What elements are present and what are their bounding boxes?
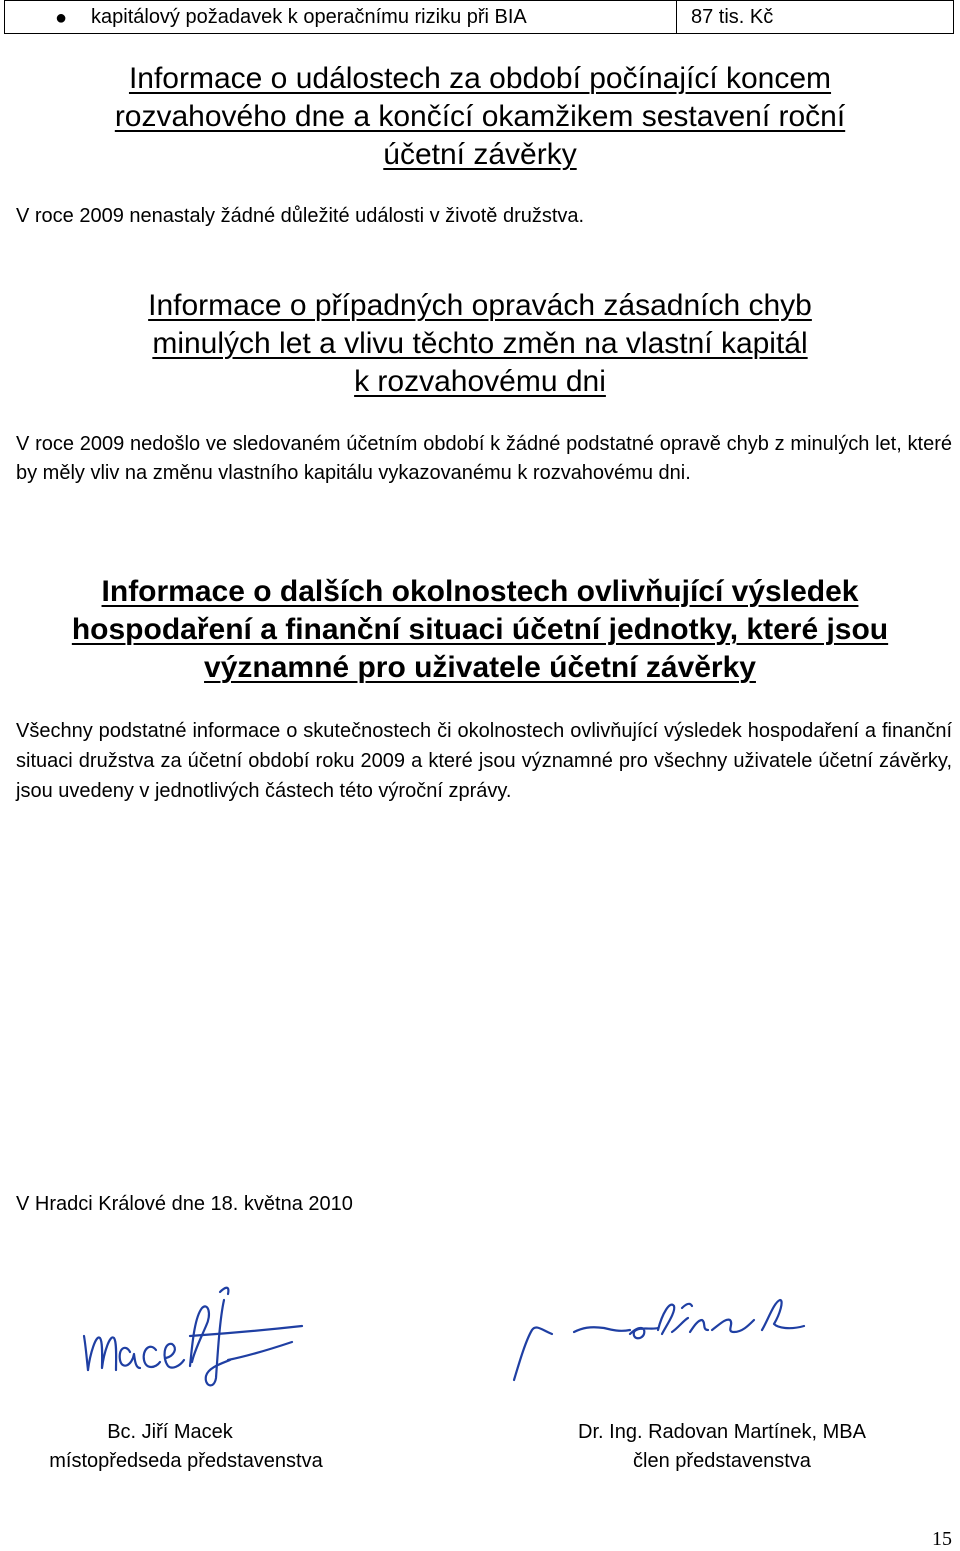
heading-line: Informace o událostech za období počínající koncem: [128, 62, 832, 95]
heading-line: rozvahového dne a končící okamžikem sestavení roční: [114, 100, 846, 133]
signer-role-1: místopředseda představenstva: [49, 1450, 323, 1472]
risk-requirement-table: [4, 0, 954, 34]
page-number: 15: [932, 1528, 952, 1550]
signer-name-1: Bc. Jiří Macek: [107, 1421, 233, 1443]
signature-macek: [78, 1278, 310, 1390]
bullet-icon: ●: [55, 7, 68, 29]
heading-line: minulých let a vlivu těchto změn na vlastní kapitál: [152, 327, 808, 360]
heading-line: k rozvahovému dni: [354, 365, 606, 398]
section-text-events: V roce 2009 nenastaly žádné důležité události v životě družstva.: [16, 205, 585, 227]
table-cell-label: [5, 1, 677, 34]
heading-line: Informace o dalších okolnostech ovlivňující výsledek: [101, 575, 859, 608]
heading-line: účetní závěrky: [383, 138, 577, 171]
section-text-other-circumstances: Všechny podstatné informace o skutečnostech či okolnostech ovlivňující výsledek hospodaření a finanční situaci družstva za účetní období roku 2009 a které jsou významné pro všechny uživatele účetní závěrky, jsou uvedeny v jednotlivých částech této výroční zprávy.: [16, 720, 952, 802]
requirement-label: kapitálový požadavek k operačnímu riziku při BIA: [91, 6, 527, 28]
heading-line: hospodaření a finanční situaci účetní jednotky, které jsou: [71, 613, 889, 646]
section-text-corrections: V roce 2009 nedošlo ve sledovaném účetním období k žádné podstatné opravě chyb z minulých let, které by měly vliv na změnu vlastního kapitálu vykazovanému k rozvahovému dni.: [16, 433, 952, 484]
section-heading-events: [0, 60, 960, 174]
heading-line: Informace o případných opravách zásadních chyb: [148, 289, 812, 322]
section-heading-other-circumstances: [0, 573, 960, 687]
heading-line: významné pro uživatele účetní závěrky: [204, 651, 756, 684]
section-heading-corrections: [0, 287, 960, 401]
requirement-value: 87 tis. Kč: [677, 1, 954, 34]
table-row: [5, 1, 954, 34]
signer-name-2: Dr. Ing. Radovan Martínek, MBA: [578, 1421, 866, 1443]
signature-martinek: [512, 1290, 812, 1390]
place-and-date: V Hradci Králové dne 18. května 2010: [16, 1193, 353, 1215]
signer-role-2: člen představenstva: [633, 1450, 811, 1472]
